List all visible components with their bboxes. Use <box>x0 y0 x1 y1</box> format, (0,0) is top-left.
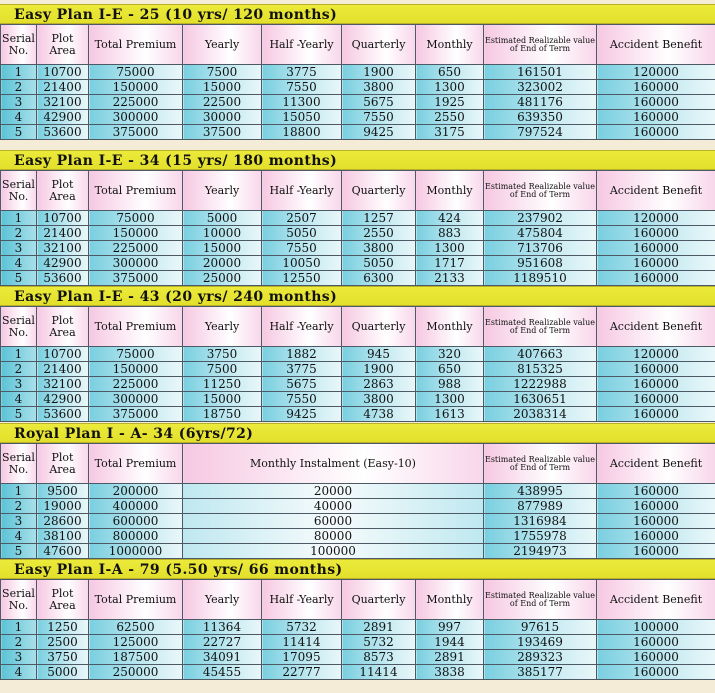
quarterly-cell: 3800 <box>342 80 416 95</box>
plan-table <box>0 579 715 680</box>
plot-area-cell: 21400 <box>37 80 89 95</box>
plan-table <box>0 443 715 559</box>
estimated-value-header: Estimated Realizable value of End of Term <box>484 444 597 484</box>
accident-benefit-cell: 160000 <box>597 484 715 499</box>
yearly-cell: 7500 <box>183 362 262 377</box>
quarterly-header: Quarterly <box>342 580 416 620</box>
estimated-value-cell: 1222988 <box>484 377 597 392</box>
total-premium-cell: 375000 <box>89 125 183 140</box>
serial-no-header: Serial No. <box>1 444 37 484</box>
quarterly-cell: 2891 <box>342 620 416 635</box>
plan-section-1 <box>0 4 715 140</box>
monthly-cell: 988 <box>416 377 484 392</box>
serial-cell: 3 <box>1 650 37 665</box>
half-yearly-cell: 10050 <box>262 256 342 271</box>
yearly-header: Yearly <box>183 25 262 65</box>
plan-section-3 <box>0 286 715 422</box>
plan-section-5 <box>0 559 715 680</box>
serial-no-header: Serial No. <box>1 171 37 211</box>
half-yearly-cell: 11300 <box>262 95 342 110</box>
yearly-cell: 25000 <box>183 271 262 286</box>
total-premium-cell: 600000 <box>89 514 183 529</box>
serial-cell: 2 <box>1 362 37 377</box>
half-yearly-cell: 22777 <box>262 665 342 680</box>
monthly-cell: 1925 <box>416 95 484 110</box>
accident-benefit-cell: 160000 <box>597 125 715 140</box>
accident-benefit-cell: 160000 <box>597 514 715 529</box>
accident-benefit-cell: 160000 <box>597 665 715 680</box>
total-premium-cell: 75000 <box>89 347 183 362</box>
serial-cell: 3 <box>1 514 37 529</box>
total-premium-cell: 225000 <box>89 95 183 110</box>
plan-table <box>0 170 715 286</box>
monthly-instalment-cell: 60000 <box>183 514 484 529</box>
table-row <box>1 529 715 544</box>
half-yearly-header: Half -Yearly <box>262 580 342 620</box>
table-row <box>1 80 715 95</box>
table-row <box>1 544 715 559</box>
quarterly-cell: 5675 <box>342 95 416 110</box>
monthly-instalment-cell: 40000 <box>183 499 484 514</box>
half-yearly-cell: 7550 <box>262 80 342 95</box>
total-premium-cell: 225000 <box>89 377 183 392</box>
monthly-header: Monthly <box>416 25 484 65</box>
plan-table <box>0 306 715 422</box>
serial-cell: 2 <box>1 80 37 95</box>
monthly-cell: 1717 <box>416 256 484 271</box>
yearly-header: Yearly <box>183 307 262 347</box>
total-premium-cell: 300000 <box>89 110 183 125</box>
yearly-cell: 11364 <box>183 620 262 635</box>
total-premium-cell: 300000 <box>89 392 183 407</box>
plot-area-cell: 2500 <box>37 635 89 650</box>
plan-title: Easy Plan I-E - 25 (10 yrs/ 120 months) <box>0 4 715 24</box>
half-yearly-cell: 5675 <box>262 377 342 392</box>
total-premium-cell: 125000 <box>89 635 183 650</box>
quarterly-header: Quarterly <box>342 171 416 211</box>
quarterly-cell: 2550 <box>342 226 416 241</box>
half-yearly-cell: 5050 <box>262 226 342 241</box>
serial-cell: 4 <box>1 529 37 544</box>
half-yearly-cell: 3775 <box>262 65 342 80</box>
plot-area-cell: 32100 <box>37 377 89 392</box>
total-premium-cell: 150000 <box>89 80 183 95</box>
quarterly-cell: 945 <box>342 347 416 362</box>
plot-area-cell: 21400 <box>37 362 89 377</box>
total-premium-cell: 400000 <box>89 499 183 514</box>
header-row <box>1 171 715 211</box>
estimated-value-cell: 1755978 <box>484 529 597 544</box>
header-row <box>1 444 715 484</box>
accident-benefit-cell: 160000 <box>597 635 715 650</box>
total-premium-header: Total Premium <box>89 444 183 484</box>
accident-benefit-header: Accident Benefit <box>597 171 715 211</box>
serial-no-header: Serial No. <box>1 25 37 65</box>
estimated-value-cell: 289323 <box>484 650 597 665</box>
accident-benefit-header: Accident Benefit <box>597 307 715 347</box>
table-row <box>1 620 715 635</box>
monthly-cell: 997 <box>416 620 484 635</box>
quarterly-cell: 1900 <box>342 65 416 80</box>
half-yearly-cell: 3775 <box>262 362 342 377</box>
yearly-cell: 7500 <box>183 65 262 80</box>
yearly-cell: 11250 <box>183 377 262 392</box>
accident-benefit-cell: 160000 <box>597 362 715 377</box>
accident-benefit-cell: 160000 <box>597 80 715 95</box>
serial-cell: 2 <box>1 226 37 241</box>
table-row <box>1 362 715 377</box>
plot-area-cell: 1250 <box>37 620 89 635</box>
serial-no-header: Serial No. <box>1 307 37 347</box>
half-yearly-cell: 17095 <box>262 650 342 665</box>
half-yearly-cell: 2507 <box>262 211 342 226</box>
monthly-header: Monthly <box>416 171 484 211</box>
plot-area-cell: 21400 <box>37 226 89 241</box>
plan-title: Easy Plan I-A - 79 (5.50 yrs/ 66 months) <box>0 559 715 579</box>
accident-benefit-cell: 160000 <box>597 544 715 559</box>
serial-cell: 4 <box>1 110 37 125</box>
total-premium-header: Total Premium <box>89 25 183 65</box>
plot-area-cell: 32100 <box>37 241 89 256</box>
accident-benefit-cell: 120000 <box>597 347 715 362</box>
quarterly-cell: 5050 <box>342 256 416 271</box>
quarterly-cell: 6300 <box>342 271 416 286</box>
serial-cell: 2 <box>1 499 37 514</box>
quarterly-cell: 4738 <box>342 407 416 422</box>
header-row <box>1 580 715 620</box>
monthly-cell: 2133 <box>416 271 484 286</box>
accident-benefit-cell: 160000 <box>597 256 715 271</box>
monthly-cell: 1300 <box>416 392 484 407</box>
table-row <box>1 392 715 407</box>
total-premium-cell: 800000 <box>89 529 183 544</box>
serial-cell: 5 <box>1 125 37 140</box>
plot-area-cell: 42900 <box>37 256 89 271</box>
half-yearly-cell: 7550 <box>262 392 342 407</box>
total-premium-cell: 150000 <box>89 362 183 377</box>
estimated-value-cell: 2038314 <box>484 407 597 422</box>
serial-no-header: Serial No. <box>1 580 37 620</box>
quarterly-cell: 2863 <box>342 377 416 392</box>
quarterly-cell: 1257 <box>342 211 416 226</box>
serial-cell: 4 <box>1 665 37 680</box>
accident-benefit-cell: 160000 <box>597 95 715 110</box>
header-row <box>1 25 715 65</box>
serial-cell: 5 <box>1 544 37 559</box>
serial-cell: 1 <box>1 65 37 80</box>
estimated-value-cell: 1189510 <box>484 271 597 286</box>
quarterly-cell: 11414 <box>342 665 416 680</box>
estimated-value-cell: 951608 <box>484 256 597 271</box>
monthly-instalment-header: Monthly Instalment (Easy-10) <box>183 444 484 484</box>
estimated-value-cell: 815325 <box>484 362 597 377</box>
table-row <box>1 347 715 362</box>
monthly-instalment-cell: 80000 <box>183 529 484 544</box>
yearly-cell: 30000 <box>183 110 262 125</box>
plot-area-cell: 47600 <box>37 544 89 559</box>
estimated-value-cell: 1316984 <box>484 514 597 529</box>
estimated-value-cell: 438995 <box>484 484 597 499</box>
table-row <box>1 377 715 392</box>
plot-area-header: Plot Area <box>37 25 89 65</box>
quarterly-cell: 9425 <box>342 125 416 140</box>
estimated-value-cell: 1630651 <box>484 392 597 407</box>
quarterly-header: Quarterly <box>342 25 416 65</box>
plot-area-cell: 53600 <box>37 271 89 286</box>
table-row <box>1 125 715 140</box>
half-yearly-cell: 9425 <box>262 407 342 422</box>
plot-area-header: Plot Area <box>37 580 89 620</box>
total-premium-cell: 375000 <box>89 407 183 422</box>
half-yearly-header: Half -Yearly <box>262 307 342 347</box>
quarterly-cell: 3800 <box>342 241 416 256</box>
table-row <box>1 241 715 256</box>
yearly-cell: 22500 <box>183 95 262 110</box>
monthly-cell: 1300 <box>416 80 484 95</box>
table-row <box>1 407 715 422</box>
yearly-cell: 15000 <box>183 80 262 95</box>
accident-benefit-cell: 160000 <box>597 241 715 256</box>
plot-area-header: Plot Area <box>37 444 89 484</box>
plot-area-cell: 28600 <box>37 514 89 529</box>
estimated-value-cell: 797524 <box>484 125 597 140</box>
yearly-cell: 20000 <box>183 256 262 271</box>
yearly-header: Yearly <box>183 580 262 620</box>
monthly-cell: 650 <box>416 362 484 377</box>
quarterly-cell: 3800 <box>342 392 416 407</box>
monthly-cell: 3175 <box>416 125 484 140</box>
estimated-value-cell: 481176 <box>484 95 597 110</box>
plot-area-cell: 53600 <box>37 125 89 140</box>
yearly-cell: 18750 <box>183 407 262 422</box>
yearly-cell: 5000 <box>183 211 262 226</box>
monthly-cell: 883 <box>416 226 484 241</box>
yearly-cell: 15000 <box>183 392 262 407</box>
plot-area-cell: 10700 <box>37 211 89 226</box>
plot-area-cell: 3750 <box>37 650 89 665</box>
plot-area-cell: 42900 <box>37 392 89 407</box>
monthly-cell: 2550 <box>416 110 484 125</box>
total-premium-cell: 250000 <box>89 665 183 680</box>
quarterly-cell: 1900 <box>342 362 416 377</box>
estimated-value-cell: 407663 <box>484 347 597 362</box>
table-row <box>1 65 715 80</box>
table-row <box>1 665 715 680</box>
plot-area-cell: 19000 <box>37 499 89 514</box>
table-row <box>1 226 715 241</box>
half-yearly-cell: 15050 <box>262 110 342 125</box>
total-premium-cell: 225000 <box>89 241 183 256</box>
estimated-value-cell: 161501 <box>484 65 597 80</box>
serial-cell: 1 <box>1 620 37 635</box>
half-yearly-header: Half -Yearly <box>262 171 342 211</box>
accident-benefit-cell: 120000 <box>597 211 715 226</box>
serial-cell: 1 <box>1 211 37 226</box>
table-row <box>1 499 715 514</box>
total-premium-cell: 1000000 <box>89 544 183 559</box>
monthly-cell: 320 <box>416 347 484 362</box>
total-premium-cell: 300000 <box>89 256 183 271</box>
accident-benefit-cell: 160000 <box>597 271 715 286</box>
estimated-value-cell: 877989 <box>484 499 597 514</box>
header-row <box>1 307 715 347</box>
quarterly-cell: 8573 <box>342 650 416 665</box>
half-yearly-cell: 7550 <box>262 241 342 256</box>
monthly-instalment-cell: 20000 <box>183 484 484 499</box>
accident-benefit-cell: 160000 <box>597 650 715 665</box>
plot-area-cell: 53600 <box>37 407 89 422</box>
accident-benefit-header: Accident Benefit <box>597 25 715 65</box>
serial-cell: 3 <box>1 377 37 392</box>
monthly-cell: 1300 <box>416 241 484 256</box>
serial-cell: 3 <box>1 95 37 110</box>
serial-cell: 5 <box>1 271 37 286</box>
serial-cell: 4 <box>1 256 37 271</box>
monthly-header: Monthly <box>416 307 484 347</box>
accident-benefit-cell: 100000 <box>597 620 715 635</box>
table-row <box>1 110 715 125</box>
serial-cell: 1 <box>1 347 37 362</box>
total-premium-header: Total Premium <box>89 171 183 211</box>
yearly-cell: 3750 <box>183 347 262 362</box>
serial-cell: 1 <box>1 484 37 499</box>
yearly-cell: 45455 <box>183 665 262 680</box>
accident-benefit-header: Accident Benefit <box>597 444 715 484</box>
total-premium-header: Total Premium <box>89 307 183 347</box>
accident-benefit-cell: 160000 <box>597 392 715 407</box>
table-row <box>1 95 715 110</box>
total-premium-cell: 75000 <box>89 65 183 80</box>
monthly-cell: 2891 <box>416 650 484 665</box>
estimated-value-cell: 385177 <box>484 665 597 680</box>
half-yearly-cell: 18800 <box>262 125 342 140</box>
accident-benefit-cell: 160000 <box>597 226 715 241</box>
accident-benefit-cell: 160000 <box>597 407 715 422</box>
monthly-instalment-cell: 100000 <box>183 544 484 559</box>
accident-benefit-cell: 160000 <box>597 499 715 514</box>
half-yearly-cell: 1882 <box>262 347 342 362</box>
total-premium-cell: 150000 <box>89 226 183 241</box>
total-premium-cell: 375000 <box>89 271 183 286</box>
monthly-cell: 1613 <box>416 407 484 422</box>
plot-area-cell: 38100 <box>37 529 89 544</box>
monthly-header: Monthly <box>416 580 484 620</box>
estimated-value-header: Estimated Realizable value of End of Term <box>484 171 597 211</box>
yearly-cell: 22727 <box>183 635 262 650</box>
estimated-value-cell: 323002 <box>484 80 597 95</box>
serial-cell: 2 <box>1 635 37 650</box>
monthly-cell: 424 <box>416 211 484 226</box>
monthly-cell: 650 <box>416 65 484 80</box>
estimated-value-header: Estimated Realizable value of End of Term <box>484 580 597 620</box>
table-row <box>1 484 715 499</box>
accident-benefit-cell: 160000 <box>597 377 715 392</box>
plan-title: Easy Plan I-E - 43 (20 yrs/ 240 months) <box>0 286 715 306</box>
estimated-value-cell: 193469 <box>484 635 597 650</box>
accident-benefit-cell: 160000 <box>597 529 715 544</box>
yearly-header: Yearly <box>183 171 262 211</box>
accident-benefit-cell: 160000 <box>597 110 715 125</box>
quarterly-cell: 7550 <box>342 110 416 125</box>
monthly-cell: 3838 <box>416 665 484 680</box>
plot-area-cell: 10700 <box>37 347 89 362</box>
plan-title: Royal Plan I - A- 34 (6yrs/72) <box>0 423 715 443</box>
table-row <box>1 256 715 271</box>
serial-cell: 4 <box>1 392 37 407</box>
plot-area-cell: 42900 <box>37 110 89 125</box>
yearly-cell: 15000 <box>183 241 262 256</box>
accident-benefit-cell: 120000 <box>597 65 715 80</box>
plan-title: Easy Plan I-E - 34 (15 yrs/ 180 months) <box>0 150 715 170</box>
serial-cell: 5 <box>1 407 37 422</box>
serial-cell: 3 <box>1 241 37 256</box>
table-row <box>1 271 715 286</box>
plot-area-header: Plot Area <box>37 307 89 347</box>
half-yearly-cell: 5732 <box>262 620 342 635</box>
plot-area-cell: 10700 <box>37 65 89 80</box>
plan-table <box>0 24 715 140</box>
half-yearly-cell: 12550 <box>262 271 342 286</box>
estimated-value-cell: 97615 <box>484 620 597 635</box>
half-yearly-header: Half -Yearly <box>262 25 342 65</box>
half-yearly-cell: 11414 <box>262 635 342 650</box>
yearly-cell: 10000 <box>183 226 262 241</box>
estimated-value-cell: 2194973 <box>484 544 597 559</box>
estimated-value-cell: 237902 <box>484 211 597 226</box>
table-row <box>1 635 715 650</box>
total-premium-header: Total Premium <box>89 580 183 620</box>
plot-area-header: Plot Area <box>37 171 89 211</box>
table-row <box>1 514 715 529</box>
monthly-cell: 1944 <box>416 635 484 650</box>
yearly-cell: 37500 <box>183 125 262 140</box>
total-premium-cell: 187500 <box>89 650 183 665</box>
accident-benefit-header: Accident Benefit <box>597 580 715 620</box>
plan-section-4 <box>0 423 715 559</box>
plot-area-cell: 9500 <box>37 484 89 499</box>
estimated-value-cell: 713706 <box>484 241 597 256</box>
plot-area-cell: 5000 <box>37 665 89 680</box>
estimated-value-cell: 639350 <box>484 110 597 125</box>
quarterly-cell: 5732 <box>342 635 416 650</box>
plan-section-2 <box>0 150 715 286</box>
total-premium-cell: 62500 <box>89 620 183 635</box>
total-premium-cell: 75000 <box>89 211 183 226</box>
table-row <box>1 650 715 665</box>
plot-area-cell: 32100 <box>37 95 89 110</box>
yearly-cell: 34091 <box>183 650 262 665</box>
total-premium-cell: 200000 <box>89 484 183 499</box>
table-row <box>1 211 715 226</box>
estimated-value-header: Estimated Realizable value of End of Term <box>484 25 597 65</box>
quarterly-header: Quarterly <box>342 307 416 347</box>
estimated-value-header: Estimated Realizable value of End of Term <box>484 307 597 347</box>
estimated-value-cell: 475804 <box>484 226 597 241</box>
